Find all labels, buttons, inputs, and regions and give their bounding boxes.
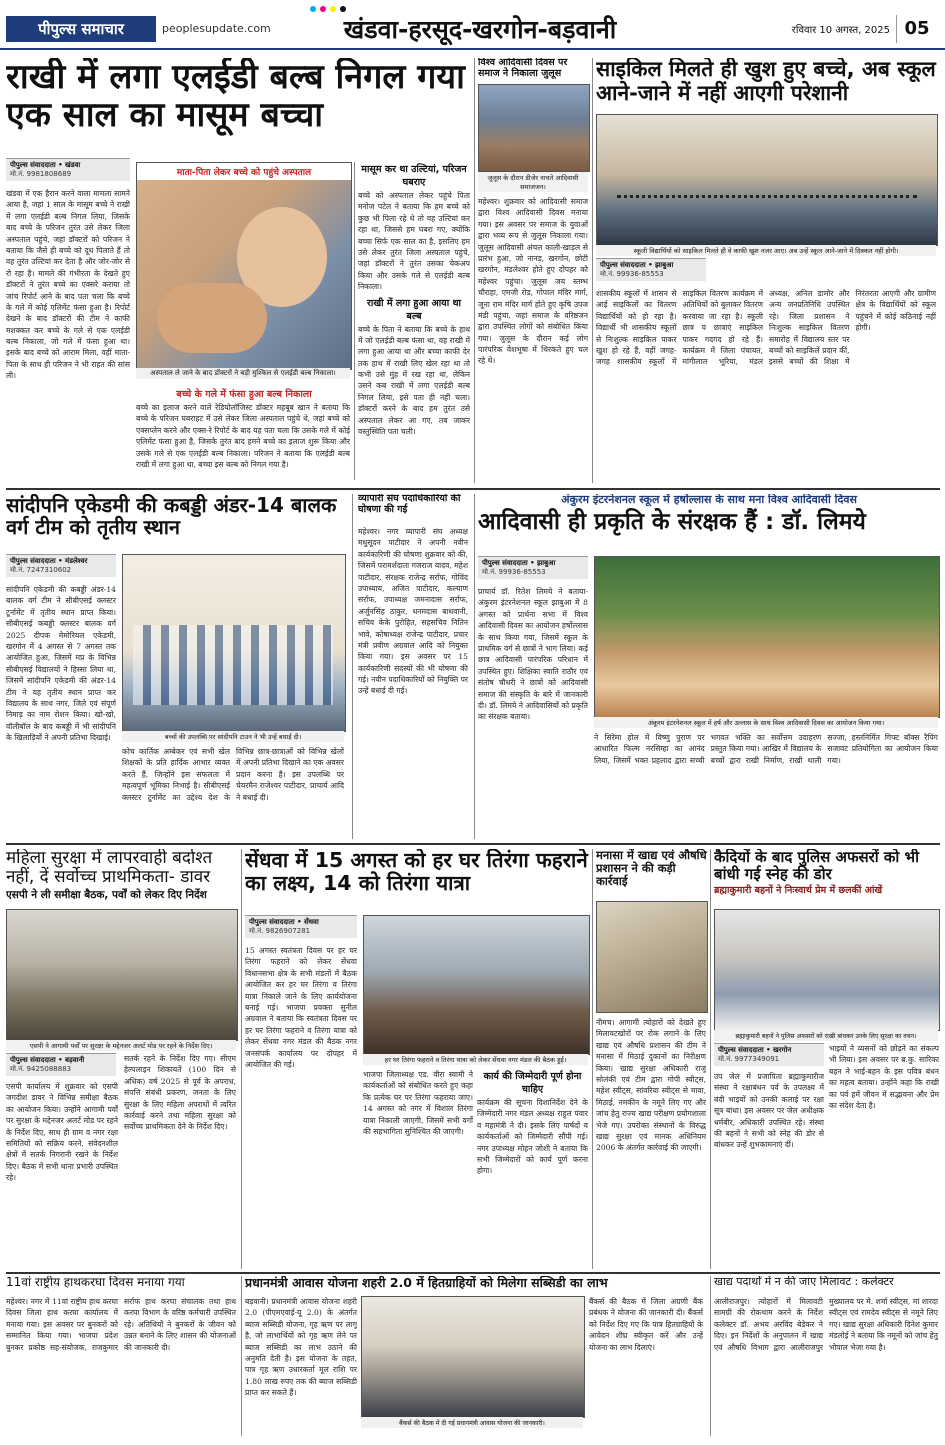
headline: सेंधवा में 15 अगस्त को हर घर तिरंगा फहराने का लक्ष्य, 14 को तिरंगा यात्रा (245, 849, 588, 895)
article-body-2: भाजपा जिलाध्यक्ष एड. वीरा स्वामी ने कार्यकर्ताओं को संबोधित करते हुए कहा कि प्रत्येक घर पर तिरंगा फहराया जाए। 14 अगस्त को नगर में विशाल तिरंगा यात्रा निकाली जाएगी, जिसमें सभी वर्गों की सहभागिता सुनिश्चित की जाएगी। (363, 1070, 473, 1136)
photo-food-shop (596, 901, 708, 1013)
photo-caption: ब्रह्माकुमारी बहनों ने पुलिस अफसरों को राखी बांधकर उनके लिए सुरक्षा का वचन। (714, 1030, 938, 1041)
photo-procession (478, 84, 590, 172)
article-tiranga (245, 849, 590, 1269)
issue-date: रविवार 10 अगस्त, 2025 (791, 25, 890, 36)
byline (6, 1053, 116, 1076)
article-body: प्राचार्य डॉ. रितेश लिमये ने बताया- अंकुरम इंटरनेशनल स्कूल झाबुआ में 8 अगस्त को प्रार्थना सभा में विश्व आदिवासी दिवस का आयोजन हर्षोल्लास के साथ किया गया, जिसमें स्कूल के प्राथमिक वर्ग से छात्रों ने भाग लिया। कई छात्र आदिवासी पारंपरिक परिधान में उपस्थित हुए। शिक्षिका स्वाति राठौर एवं संतोष चौधरी ने छात्रों को आदिवासी समाज की संस्कृति के बारे में जानकारी दी। डॉ. लिमये ने आदिवासियों को प्रकृति का संरक्षक बताया। (478, 587, 588, 722)
byline (6, 554, 116, 577)
sidebar-body: कार्यक्रम की सूचना दिशानिर्देश देने के जिम्मेदारी नगर मंडल अध्यक्ष राहुल पंवार व महामंत्री ने दी। इसके लिए पार्षदों व कार्यकर्ताओं को जिम्मेदारी सौंपी गई। नगर उपाध्यक्ष मोहन जोशी ने बताया कि सभी जिम्मेदारों को कार्य पूर्ण करना होगा। (477, 1098, 588, 1176)
article-body: सांदीपनि एकेडमी की कबड्डी अंडर-14 बालक वर्ग टीम ने सीबीएसई क्लस्टर टूर्नामेंट में तृतीय स्थान प्राप्त किया। सीबीएसई कबड्डी क्लस्टर बालक वर्ग 2025 दीपक मेमोरियल एकेडमी, खरगोन में 4 अगस्त से 7 अगस्त तक आयोजित हुआ, जिसमें मप्र के विभिन्न सीबीएसई विद्यालयों ने हिस्सा लिया था, जिसमें सांदीपनि एकेडमी की अंडर-14 टीम ने यह तृतीय स्थान प्राप्त कर विद्यालय के साथ नगर, जिले एवं संपूर्ण निमाड़ का नाम रोशन किया। खो-खो, वॉलीबॉल के बाद कबड्डी में भी सांदीपनि के खिलाड़ियों ने अपनी प्रतिभा दिखाई। (6, 585, 116, 743)
article-police-rakhi (714, 849, 940, 1269)
page-number: 05 (896, 15, 937, 43)
photo-label: माता-पिता लेकर बच्चे को पहुंचे अस्पताल (137, 163, 351, 180)
article-body: एसपी कार्यालय में शुक्रवार को एसपी जगदीश डावर ने विभिन्न समीक्षा बैठक का आयोजन किया। उन्होंने आगामी पर्वों पर सुरक्षा के मद्देनजर अलर्ट मोड पर रहने के निर्देश दिए, साथ ही ग्राम व नगर रक्षा समितियों को सक्रिय करने, संवेदनशील क्षेत्रों में सतर्क निगरानी रखने के निर्देश दिए। बैठक में सभी थाना प्रभारी उपस्थित रहे। (6, 1082, 118, 1183)
headline: मनासा में खाद्य एवं औषधि प्रशासन ने की कड़ी कार्रवाई (596, 849, 707, 888)
byline-text: पीपुल्स संवाददाता • खंडवा (10, 161, 81, 169)
article-body: महेश्वर। नगर व्यापारी संघ अध्यक्ष मधुसूदन पाटीदार ने अपनी नवीन कार्यकारिणी की घोषणा शुक्रवार को की, जिसमें परामर्शदाता गजराज यादव, महेश पाटीदार, संरक्षक राजेन्द्र सर्राफ, गोविंद उपाध्याय, अजित पाटीदार, कल्याण सर्राफ, उपाध्यक्ष जमनादास सर्राफ, अर्जुनसिंह ठाकुर, धनमदास बाधवानी, सचिव केके पुरोहित, सहसचिव नितिन भावे, कोषाध्यक्ष राजेन्द्र पाटीदार, प्रचार मंत्री प्रवीण अग्रवाल आदि को नियुक्त किया गया। इस अवसर पर 15 कार्यकारिणी सदस्यों की भी घोषणा की गई। नवीन पदाधिकारियों को नियुक्ति पर उन्हें बधाई दी गई। (358, 527, 468, 696)
photo-bankers-meeting (361, 1296, 585, 1418)
byline-mobile: मो.नं. 9425088883 (10, 1065, 72, 1073)
photo-caption: जुलूस के दौरान डीजेर नाचते आदिवासी समाजजन। (478, 172, 588, 192)
article-body-2: सतर्क रहने के निर्देश दिए गए। सीएम हेल्पलाइन शिकायतें (100 दिन से अधिक) वर्ष 2025 से पूर्व के अपराध, संपत्ति संबंधी प्रकरण, जनता के लिए सुरक्षा के लिए महिला अपराधों में त्वरित कार्रवाई करने तथा महिला सुरक्षा को सर्वोच्च प्राथमिकता देने के निर्देश दिए। (124, 1054, 236, 1132)
photo-caption: अस्पताल ले जाने के बाद डॉक्टरों ने बड़ी मुश्किल से एलईडी बल्ब निकाला। (136, 368, 350, 379)
headline: व्यापारी संघ पदाधिकारियों की घोषणा की गई (358, 494, 461, 515)
byline-text: पीपुल्स संवाददाता • बड़वानी (10, 1056, 85, 1064)
column-rule (710, 849, 711, 1269)
column-rule (241, 849, 242, 1269)
deck: ब्रह्माकुमारी बहनों ने निःस्वार्थ प्रेम में छलकीं आंखें (714, 884, 883, 896)
article-body-2: ने सिरेमा होल में विष्णु पुराण पर आधारित फिल्म नरसिम्हा का आनंद लिया, जिसमें भक्त प्रहलाद द्वारा सच्ची भगवत भक्ति का सर्वोत्तम उदाहरण प्रस्तुत किया गया। आखिर में विद्यालय के बच्चों द्वारा राखी निर्माण, राखी थाली सज्जा, हस्तनिर्मित गिफ्ट बॉक्स रैपिंग सजावट प्रतियोगिता का आयोजन किया गया। (594, 733, 938, 765)
headline: विश्व आदिवासी दिवस पर समाज ने निकाला जुलूस (478, 58, 568, 79)
sidebar-story (477, 1069, 588, 1269)
byline (596, 258, 706, 281)
photo-caption: हर घर तिरंगा फहराने व तिरंगा यात्रा को लेकर सेंधवा नगर मंडल की बैठक हुई। (363, 1054, 588, 1065)
photo-caption: स्कूली विद्यार्थियों को साइकिल मिलते ही वे काफी खुश नजर आए। अब उन्हें स्कूल आने-जाने में दिक्कत नहीं होगी। (596, 245, 936, 256)
column-rule (592, 58, 593, 483)
byline (478, 556, 588, 579)
headline: प्रधानमंत्री आवास योजना शहरी 2.0 में हितग्राहियों को मिलेगा सब्सिडी का लाभ (245, 1276, 608, 1290)
subheading: कार्य की जिम्मेदारी पूर्ण होना चाहिए (483, 1071, 582, 1095)
article-body: शासकीय स्कूलों में शासन से आई साइकिलों का वितरण विद्यार्थियों को हो रहा है। विद्यार्थी भी शासकीय स्कूलों से निःशुल्क साइकिल पाकर खुश हो रहे हैं, वहीं जगह-जगह शासकीय स्कूलों में साइकिल वितरण कार्यक्रम में अतिथियों को बुलाकर वितरण करवाया जा रहा है। स्कूली छात्र व छात्राएं साइकिल पाकर गदगद हो रहे हैं। कार्यक्रम में जिला पंचायत, मांगीलाल भूरिया, मंडल अध्यक्ष, अनिल डामोर और अन्य जनप्रतिनिधि उपस्थित रहे। जिला प्रशासन ने निःशुल्क साइकिल वितरण समारोह में विद्यालय स्तर पर बच्चों को साइकिलें प्रदान कीं, इससे बच्चों की शिक्षा में निरंतरता आएगी और ग्रामीण क्षेत्र के विद्यार्थियों को स्कूल पहुंचने में कोई कठिनाई नहीं होगी। (596, 289, 936, 367)
article-body-2: बच्चे का इलाज करने वाले रेडियोलॉजिस्ट डॉक्टर महबूब खान ने बताया कि बच्चे के परिजन घबराहट में उसे लेकर जिला अस्पताल पहुंचे थे, जहां बच्चे को एक्सप्लेन करने और एक्स-रे रिपोर्ट के बाद यह पता चला कि उसके गले में कोई एलिमेंट फंसा हुआ है, जिसके तुरंत बाद हमने बच्चे का इलाज शुरू किया और उसके गले से एक एलईडी बल्ब निकाला। परिजन ने बताया कि एलईडी बल्ब राखी में लगा हुआ था, बच्चा इस बल्ब को निगल गया है। (136, 403, 350, 469)
article-handloom-day (6, 1276, 238, 1436)
headline: 11वां राष्ट्रीय हाथकरघा दिवस मनाया गया (6, 1276, 185, 1289)
masthead (0, 12, 945, 50)
article-body: नीमच। आगामी त्योहारों को देखते हुए मिलावटखोरों पर रोक लगाने के लिए खाद्य एवं औषधि प्रशासन की टीम ने मनासा में मिठाई दुकानों का निरीक्षण किया। खाद्य सुरक्षा अधिकारी राजू सोलंकी एवं टीम द्वारा गोपी स्वीट्स, महेश स्वीट्स, सांवरिया स्वीट्स से मावा, मिठाई, नमकीन के नमूने लिए गए और जांच हेतु राज्य खाद्य परीक्षण प्रयोगशाला भेजे गए। उपरोक्त संस्थानों के विरुद्ध खाद्य सुरक्षा एवं मानक अधिनियम 2006 के अंतर्गत कार्रवाई की जाएगी। (596, 1018, 706, 1153)
article-adulteration-collector (714, 1276, 940, 1436)
photo-cycles (596, 114, 938, 246)
headline: महिला सुरक्षा में लापरवाही बर्दाश्त नहीं, दें सर्वोच्च प्राथमिकता- डावर (6, 849, 213, 888)
headline: कैदियों के बाद पुलिस अफसरों को भी बांधी गई स्नेह की डोर (714, 849, 919, 883)
column-rule (241, 1276, 242, 1436)
photo-caption: एसपी ने आगामी पर्वों पर सुरक्षा के मद्देनजर अलर्ट मोड पर रहने के निर्देश दिए। (6, 1040, 236, 1051)
article-ankuram-school (478, 494, 940, 839)
article-led-bulb (6, 58, 471, 483)
column-rule (352, 494, 353, 839)
team-row-shape (133, 625, 333, 705)
photo-caption: बच्चों की उपलब्धि पर सांदीपनि टाउन ने भी उन्हें बधाई दी। (122, 731, 344, 742)
article-body: बड़वानी। प्रधानमंत्री आवास योजना शहरी 2.0 (पीएमएवाई-यू 2.0) के अंतर्गत ब्याज सब्सिडी योजना, गृह ऋण पर लागू है, जो लाभार्थियों को गृह ऋण लेने पर ब्याज सब्सिडी का लाभ उठाने की अनुमति देती है। इस योजना के तहत, पात्र गृह ऋण उधारकर्ता मूल राशि पर 1.80 लाख रुपए तक की ब्याज सब्सिडी प्राप्त कर सकते हैं। (245, 1297, 357, 1398)
byline-mobile: मो.नं. 99936-85553 (482, 568, 546, 576)
article-adivasi-procession (478, 58, 590, 483)
column-rule (474, 494, 475, 839)
headline: आदिवासी ही प्रकृति के संरक्षक हैं : डॉ. लिमये (478, 509, 866, 536)
headline: साइकिल मिलते ही खुश हुए बच्चे, अब स्कूल आने-जाने में नहीं आएगी परेशानी (596, 58, 936, 105)
photo-caption: अंकुरम इंटरनेशनल स्कूल में हर्ष और उल्लास के साथ विश्व आदिवासी दिवस का आयोजन किया गया। (594, 717, 938, 728)
article-body-2: बैंकर्स की बैठक में जिला अग्रणी बैंक प्रबंधक ने योजना की जानकारी दी। बैंकर्स को निर्देश दिए गए कि पात्र हितग्राहियों के आवेदन शीघ्र स्वीकृत करें और उन्हें योजना का लाभ दिलाएं। (589, 1297, 703, 1352)
photo-kabaddi-team (122, 554, 346, 732)
sidebar-subheading: राखी में लगा हुआ आया था बल्ब (366, 297, 461, 322)
article-body: महेश्वर। शुक्रवार को आदिवासी समाज द्वारा विश्व आदिवासी दिवस मनाया गया। इस अवसर पर समाज के युवाओं द्वारा भव्य रूप से जुलूस निकाला गया। जुलूस आदिवासी अंचल काली-खाड़ल से प्रारंभ हुआ, जो नानड़, खरगोन, छोटी खरगोन, मंडलेश्वर होते हुए दोपहर को महेश्वर पहुंचा। जुलूस जय स्तम्भ चौराहा, एमजी रोड, गोपाल मंदिर मार्ग, जूना राम मंदिर मार्ग होते हुए कृषि उपज मंडी पहुंचा, जहां समाज के वरिष्ठजन द्वारा उपस्थित लोगों को संबोधित किया गया। जुलूस के दौरान कई लोग पारंपरिक वेशभूषा में थिरकते हुए चल रहे थे। (478, 197, 588, 366)
column-rule (354, 162, 355, 480)
sidebar-body: बच्चे को अस्पताल लेकर पहुंचे पिता मनोज पटेल ने बताया कि हम बच्चे को कुछ भी पिला रहे थे तो वह उल्टियां कर रहा था, जिससे हम घबरा गए, क्योंकि बच्चा सिर्फ एक साल का है, इसलिए हम उसे लेकर तुरंत जिला अस्पताल पहुंचे, जहां डॉक्टरों ने तुरंत उसका चेकअप किया और उसके गले से एलईडी बल्ब निकाला। (358, 191, 470, 292)
article-body: महेश्वर। नगर में 11वां राष्ट्रीय हाथ करघा दिवस जिला हाथ करघा कार्यालय में मनाया गया। इस अवसर पर बुनकरों को सम्मानित किया गया। भाजपा प्रदेश बुनकर प्रकोष्ठ सह-संयोजक, राजकुमार सर्राफ हाथ करघा संचालक तथा हाथ करघा विभाग के वरिष्ठ कर्मचारी उपस्थित रहे। अतिथियों ने बुनकरों के जीवन को उन्नत बनाने के लिए शासन की योजनाओं की जानकारी दी। (6, 1297, 236, 1352)
deck: एसपी ने ली समीक्षा बैठक, पर्वों को लेकर दिए निर्देश (6, 889, 207, 902)
article-body: 15 अगस्त स्वतंत्रता दिवस पर हर घर तिरंगा फहराने को लेकर सेंधवा विधानसभा क्षेत्र के सभी मंडलों में बैठक आयोजित कर हर घर तिरंगा व तिरंगा यात्रा निकाले जाने के लिए कार्ययोजना बनाई गई। भाजपा प्रवक्ता सुनील अग्रवाल ने बताया कि स्वतंत्रता दिवस पर हर घर तिरंगा फहराने व तिरंगा यात्रा को लेकर सेंधवा नगर मंडल की बैठक नगर जनसंपर्क कार्यालय पर दोपहर में आयोजित की गई। (245, 946, 357, 1069)
article-traders-association (358, 494, 470, 839)
section-rule (6, 488, 940, 490)
byline-text: पीपुल्स संवाददाता • झाबुआ (482, 559, 556, 567)
article-body: खंडवा में एक हैरान करने वाला मामला सामने आया है, जहां 1 साल के मासूम बच्चे ने राखी में लगा एलईडी बल्ब निगल लिया, जिसके बाद बच्चे के परिजन तुरंत उसे लेकर जिला अस्पताल पहुंचे, जहां डॉक्टरों को परिजन ने बताया कि जैसे ही बच्चे को दूध पिलाते हैं तो वह तुरंत उल्टियां कर देता है और जोर-जोर से रो रहा है। मामले की गंभीरता के देखते हुए डॉक्टरों ने तुरंत बच्चे का एक्सरे कराया तो जांच रिपोर्ट आने के बाद पता चला कि बच्चे के गले में कोई एलिमेंट फंसा हुआ है। रिपोर्ट देखने के बाद डॉक्टरों की टीम ने काफी मशक्कत कर बच्चे के गले से एक एलईडी बल्ब निकाला, जो गले में फंसा हुआ था। इसके बाद बच्चे को आराम मिला, वहीं माता-पिता के साथ ही परिजन ने भी राहत की सांस ली। (6, 189, 130, 381)
byline-text: पीपुल्स संवाददाता • झाबुआ (600, 261, 674, 269)
photo-caption: बैंकर्स की बैठक में दी गई प्रधानमंत्री आवास योजना की जानकारी। (361, 1417, 583, 1428)
column-rule (592, 849, 593, 1269)
byline (714, 1043, 824, 1066)
byline-mobile: मो.नं. 9981808689 (10, 170, 72, 178)
photo-students-costume (594, 556, 940, 718)
sidebar-body-2: बच्चे के पिता ने बताया कि बच्चे के हाथ में जो एलईडी बल्ब फंसा था, वह राखी में लगा हुआ आया था और बच्चा काफी देर तक हाथ में राखी लिए खेल रहा था तो कभी उसे मुंह में रख रहा था, लेकिन उसने कब राखी में लगा एलईडी बल्ब निगल लिया, इसे पता ही नहीं चला। डॉक्टरों करने के बाद हम तुरंत उसे अस्पताल लेकर आ गए, तब जाकर वस्तुस्थिति पता चली। (358, 324, 470, 437)
article-body: उप जेल में प्रजापिता ब्रह्माकुमारीज संस्था ने रक्षाबंधन पर्व के उपलक्ष्य में बंदी भाइयों को उनकी कलाई पर रक्षा सूत्र बांधा। इस अवसर पर जेल अधीक्षक धर्मबीर, अधिकारी उपस्थित रहे। संस्था की बहनों ने सभी को स्नेह की डोर से बांधकर उन्हें शुभकामनाएं दीं। (714, 1072, 824, 1150)
article-pm-awas (245, 1276, 705, 1436)
byline-mobile: मो.नं. 9826907281 (249, 927, 311, 935)
byline-text: पीपुल्स संवाददाता • खरगोन (718, 1046, 792, 1054)
photo-meeting (6, 909, 238, 1041)
article-food-inspection (596, 849, 708, 1269)
photo-police-rakhi (714, 909, 940, 1031)
photo-tiranga-meeting (363, 915, 590, 1055)
byline (6, 158, 130, 181)
subheading: बच्चे के गले में फंसा हुआ बल्ब निकाला (176, 389, 312, 400)
byline (245, 915, 357, 938)
byline-text: पीपुल्स संवाददाता • मंडलेश्वर (10, 557, 88, 565)
column-rule (474, 58, 475, 483)
bicycle-row-shape (617, 195, 917, 228)
article-body-2: कोच कार्तिक अम्बेकर एवं सभी खेल शिक्षकों के प्रति हार्दिक आभार व्यक्त करते हैं, जिन्होंने इस सफलता में महत्वपूर्ण भूमिका निभाई है। सीबीएसई क्लस्टर टूर्नामेंट का उद्देश्य देश के विभिन्न छात्र-छात्राओं को विभिन्न खेलों में अपनी प्रतिभा दिखाने का एक अवसर प्रदान करना है। इस उपलब्धि पर चेयरमैन राजेश्वर पाटीदार, प्राचार्य आदि ने बधाई दी। (122, 747, 344, 802)
headline: सांदीपनि एकेडमी की कबड्डी अंडर-14 बालक वर्ग टीम को तृतीय स्थान (6, 494, 337, 540)
website-url[interactable]: peoplesupdate.com (162, 22, 271, 35)
article-kabaddi (6, 494, 346, 839)
byline-text: पीपुल्स संवाददाता • सेंधवा (249, 918, 319, 926)
section-title: खंडवा-हरसूद-खरगोन-बड़वानी (343, 15, 617, 44)
article-body-2: भाइयों ने व्यसनों को छोड़ने का संकल्प भी लिया। इस अवसर पर ब्र.कु. सारिका बहन ने भाई-बहन के इस पवित्र बंधन का महत्व बताया। उन्होंने कहा कि राखी का पर्व हमें जीवन में सद्भावना और प्रेम का संदेश देता है। (829, 1044, 939, 1110)
article-cycle-distribution (596, 58, 940, 483)
kicker: अंकुरम इंटरनेशनल स्कूल में हर्षोल्लास के साथ मना विश्व आदिवासी दिवस (561, 494, 857, 506)
section-rule (6, 1272, 940, 1274)
headline: खाद्य पदार्थों में न की जाए मिलावट : कलेक्टर (714, 1276, 894, 1288)
sidebar-story (358, 162, 470, 482)
article-women-safety (6, 849, 238, 1269)
paper-logo[interactable]: पीपुल्स समाचार (6, 16, 156, 42)
headline: राखी में लगा एलईडी बल्ब निगल गया एक साल का मासूम बच्चा (6, 58, 465, 136)
hand-shape (157, 283, 267, 353)
photo-child (136, 162, 352, 370)
sidebar-heading: मासूम कर था उल्टियां, परिजन घबराए (361, 164, 467, 188)
byline-mobile: मो.नं. 9977349091 (718, 1055, 780, 1063)
byline-mobile: मो.नं. 99936-85553 (600, 270, 664, 278)
section-rule (6, 843, 940, 845)
column-rule (710, 1276, 711, 1436)
article-body: आलीराजपुर। त्योहारों में मिलावटी सामग्री की रोकथाम करने के निर्देश कलेक्टर डॉ. अभय अरविंद बेडेकर ने दिए। इन निर्देशों के अनुपालन में खाद्य एवं औषधि विभाग द्वारा आलीराजपुर मुख्यालय पर मे. शर्मा स्वीट्स, मां शारदा स्वीट्स एवं रामदेव स्वीट्स से नमूने लिए गए। खाद्य सुरक्षा अधिकारी दिनेश कुमार मंडलोई ने बताया कि नमूनों को जांच हेतु भोपाल भेजा गया है। (714, 1297, 938, 1352)
byline-mobile: मो.नं. 7247310602 (10, 566, 72, 574)
